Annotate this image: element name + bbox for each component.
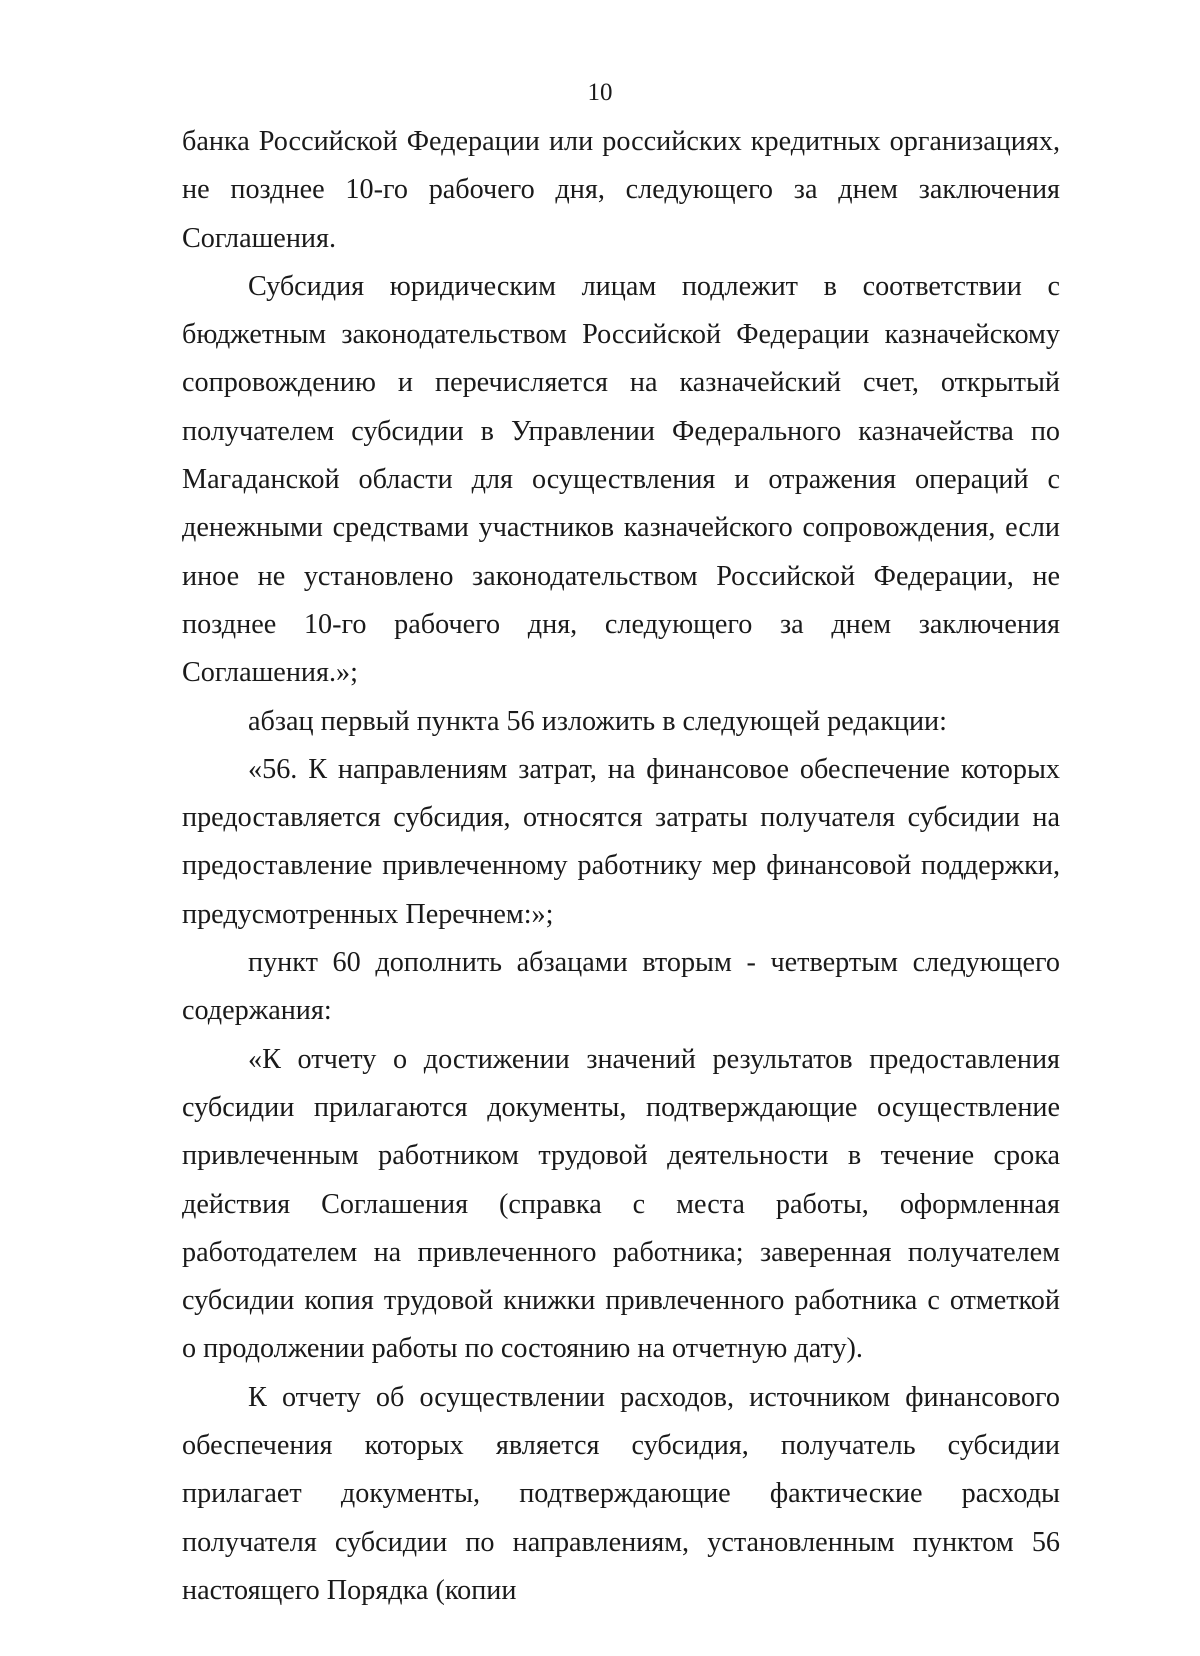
document-body — [182, 118, 1060, 1615]
page-number: 10 — [587, 79, 613, 106]
paragraph-expenses-report: К отчету об осуществлении расходов, источником финансового обеспечения которых является субсидия, получатель субсидии прилагает документы, подтверждающие фактические расходы получателя субсидии по направлениям, установленным пунктом 56 настоящего Порядка (копии — [182, 1381, 1060, 1606]
paragraph-results-report: «К отчету о достижении значений результатов предоставления субсидии прилагаются документы, подтверждающие осуществление привлеченным работником трудовой деятельности в течение срока действия Соглашения (справка с места работы, оформленная работодателем на привлеченного работника; заверенная получателем субсидии копия трудовой книжки привлеченного работника с отметкой о продолжении работы по состоянию на отчетную дату). — [182, 1043, 1060, 1365]
paragraph-bank-continuation: банка Российской Федерации или российских кредитных организациях, не позднее 10-го рабочего дня, следующего за днем заключения Соглашения. — [182, 126, 1060, 254]
paragraph-amend-point-60: пункт 60 дополнить абзацами вторым - четвертым следующего содержания: — [182, 947, 1060, 1027]
paragraph-amend-point-56: абзац первый пункта 56 изложить в следующей редакции: — [248, 705, 947, 737]
paragraph-subsidy-treasury: Субсидия юридическим лицам подлежит в соответствии с бюджетным законодательством Российской Федерации казначейскому сопровождению и перечисляется на казначейский счет, открытый получателем субсидии в Управлении Федерального казначейства по Магаданской области для осуществления и отражения операций с денежными средствами участников казначейского сопровождения, если иное не установлено законодательством Российской Федерации, не позднее 10-го рабочего дня, следующего за днем заключения Соглашения.»; — [182, 270, 1060, 689]
paragraph-point-56-text: «56. К направлениям затрат, на финансовое обеспечение которых предоставляется субсидия, относятся затраты получателя субсидии на предоставление привлеченному работнику мер финансовой поддержки, предусмотренных Перечнем:»; — [182, 753, 1060, 930]
